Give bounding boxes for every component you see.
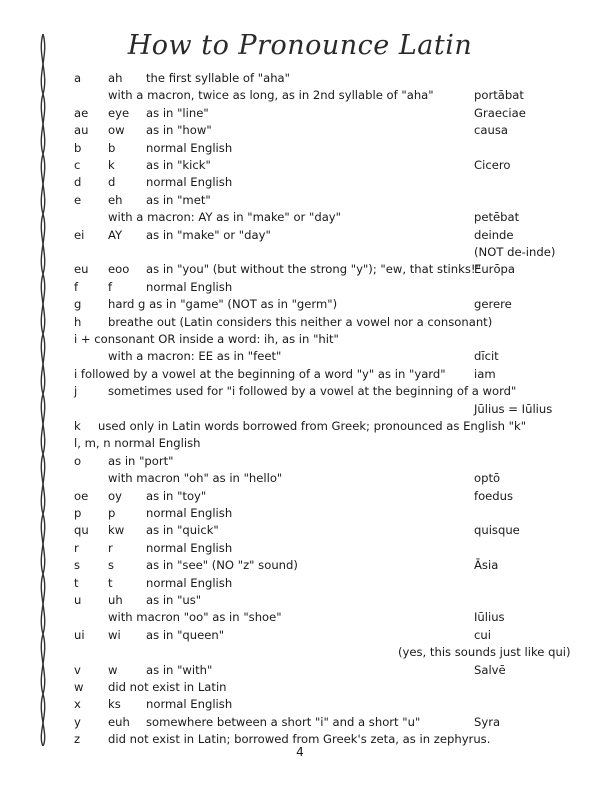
description-cell: as in "us" (146, 593, 202, 607)
table-row (0, 401, 600, 418)
letter-cell: ui (74, 627, 85, 642)
table-row (0, 592, 600, 609)
table-row (0, 174, 600, 191)
table-row (0, 627, 600, 644)
table-row (0, 192, 600, 209)
letter-cell: d (74, 175, 82, 190)
letter-cell: e (74, 192, 82, 207)
sound-cell: b (108, 140, 116, 155)
example-cell: Cicero (474, 158, 511, 172)
description-cell: did not exist in Latin; borrowed from Greek's zeta, as in zephyrus. (108, 732, 491, 747)
table-row (0, 714, 600, 731)
description-cell: as in "make" or "day" (146, 227, 271, 242)
example-cell: foedus (474, 488, 514, 503)
letter-cell: v (74, 662, 81, 677)
description-cell: somewhere between a short "i" and a short "u" (146, 714, 421, 729)
description-cell: the first syllable of "aha" (146, 71, 290, 85)
letter-cell: ei (74, 227, 85, 242)
example-cell: (NOT de-inde) (474, 245, 556, 259)
table-row (0, 696, 600, 713)
table-row (0, 296, 600, 313)
letter-cell: u (74, 593, 82, 607)
table-row (0, 540, 600, 557)
table-row (0, 522, 600, 539)
letter-cell: y (74, 714, 81, 729)
table-row (0, 140, 600, 157)
example-cell: Syra (474, 714, 501, 729)
letter-cell: r (74, 540, 79, 555)
sound-cell: ks (108, 697, 121, 712)
sound-cell: AY (108, 227, 123, 242)
letter-cell: z (74, 732, 81, 747)
sound-cell: r (108, 540, 113, 555)
sound-cell: kw (108, 523, 125, 538)
letter-cell: qu (74, 523, 89, 538)
table-row (0, 261, 600, 278)
letter-cell: au (74, 123, 89, 138)
description-cell: as in "port" (108, 453, 174, 468)
description-cell: normal English (146, 697, 233, 712)
example-cell: Salvē (474, 662, 506, 677)
table-row (0, 557, 600, 574)
description-cell: as in "how" (146, 123, 212, 138)
description-cell: as in "quick" (146, 523, 219, 538)
table-row (0, 244, 600, 261)
sound-cell: ah (108, 71, 123, 85)
example-cell: (yes, this sounds just like qui) (398, 645, 571, 660)
description-cell: breathe out (Latin considers this neither a vowel nor a consonant) (108, 314, 493, 329)
description-cell: normal English (146, 140, 233, 155)
table-row (0, 609, 600, 626)
description-cell: normal English (146, 279, 233, 294)
sound-cell: p (108, 506, 116, 520)
table-row (0, 279, 600, 296)
sound-cell: t (108, 575, 113, 590)
table-row (0, 435, 600, 452)
sound-cell: w (108, 662, 118, 677)
example-cell: Āsia (474, 558, 499, 573)
description-cell: normal English (146, 175, 233, 190)
example-cell: optō (474, 471, 501, 486)
description-cell: as in "queen" (146, 627, 225, 642)
sound-cell: eoo (108, 262, 130, 277)
description-cell: as in "met" (146, 192, 211, 207)
letter-cell: k (74, 419, 81, 433)
table-row (0, 505, 600, 522)
table-row (0, 418, 600, 435)
letter-cell: h (74, 314, 82, 329)
letter-cell: c (74, 158, 81, 172)
letter-cell: p (74, 506, 82, 520)
table-row (0, 679, 600, 696)
letter-cell: s (74, 558, 81, 573)
description-cell: hard g as in "game" (NOT as in "germ") (108, 297, 338, 312)
description-cell: did not exist in Latin (108, 680, 227, 694)
sound-cell: euh (108, 714, 130, 729)
description-cell: normal English (146, 540, 233, 555)
table-row (0, 227, 600, 244)
description-cell: normal English (146, 575, 233, 590)
letter-cell: t (74, 575, 79, 590)
sound-cell: wi (108, 627, 121, 642)
table-row (0, 157, 600, 174)
letter-cell: f (74, 279, 79, 294)
letter-cell: x (74, 697, 81, 712)
letter-cell: l, m, n normal English (74, 436, 201, 451)
example-cell: quisque (474, 523, 520, 538)
letter-cell: b (74, 140, 82, 155)
example-cell: causa (474, 123, 508, 138)
table-row (0, 314, 600, 331)
table-row (0, 383, 600, 400)
example-cell: dīcit (474, 349, 499, 364)
letter-cell: w (74, 680, 84, 694)
letter-cell: ae (74, 105, 89, 120)
description-cell: as in "toy" (146, 488, 207, 503)
description-cell: normal English (146, 506, 233, 520)
table-row (0, 366, 600, 383)
example-cell: iam (474, 366, 496, 381)
description-cell: as in "with" (146, 662, 213, 677)
letter-cell: eu (74, 262, 89, 277)
table-row (0, 575, 600, 592)
table-row (0, 453, 600, 470)
sound-cell: s (108, 558, 115, 573)
letter-cell: j (74, 384, 78, 399)
example-cell: cui (474, 627, 491, 642)
sound-cell: eye (108, 105, 130, 120)
table-row (0, 662, 600, 679)
example-cell: deinde (474, 227, 514, 242)
table-row (0, 644, 600, 661)
letter-cell: i followed by a vowel at the beginning of a word "y" as in "yard" (74, 366, 446, 381)
description-cell: as in "see" (NO "z" sound) (146, 558, 298, 573)
sound-cell: d (108, 175, 116, 190)
example-cell: gerere (474, 297, 512, 312)
table-row (0, 470, 600, 487)
description-cell: as in "kick" (146, 158, 211, 172)
sound-cell: f (108, 279, 113, 294)
example-cell: petēbat (474, 210, 520, 225)
table-row (0, 122, 600, 139)
description-cell: with macron "oh" as in "hello" (108, 471, 283, 486)
table-row (0, 331, 600, 348)
table-row (0, 87, 600, 104)
sound-cell: ow (108, 123, 125, 138)
description-cell: as in "you" (but without the strong "y"); "ew, that stinks!" (146, 262, 481, 277)
description-cell: used only in Latin words borrowed from Greek; pronounced as English "k" (98, 419, 527, 433)
table-row (0, 488, 600, 505)
sound-cell: oy (108, 488, 122, 503)
description-cell: with a macron: EE as in "feet" (108, 349, 282, 364)
example-cell: Jūlius = Iūlius (474, 401, 553, 416)
page-number: 4 (296, 745, 304, 759)
example-cell: Iūlius (474, 610, 505, 625)
example-cell: Eurōpa (474, 262, 515, 277)
table-row (0, 105, 600, 122)
letter-cell: i + consonant OR inside a word: ih, as in "hit" (74, 332, 339, 346)
table-row (0, 209, 600, 226)
description-cell: sometimes used for "i followed by a vowel at the beginning of a word" (108, 384, 517, 399)
page-title: How to Pronounce Latin (127, 30, 473, 61)
table-row (0, 70, 600, 87)
sound-cell: k (108, 158, 115, 172)
example-cell: portābat (474, 88, 524, 103)
description-cell: with a macron: AY as in "make" or "day" (108, 210, 341, 225)
example-cell: Graeciae (474, 105, 526, 120)
letter-cell: a (74, 71, 82, 85)
description-cell: as in "line" (146, 105, 209, 120)
letter-cell: g (74, 297, 82, 312)
description-cell: with a macron, twice as long, as in 2nd syllable of "aha" (108, 88, 434, 103)
table-row (0, 348, 600, 365)
sound-cell: uh (108, 593, 123, 607)
letter-cell: oe (74, 488, 89, 503)
letter-cell: o (74, 453, 82, 468)
description-cell: with macron "oo" as in "shoe" (108, 610, 282, 625)
sound-cell: eh (108, 192, 123, 207)
